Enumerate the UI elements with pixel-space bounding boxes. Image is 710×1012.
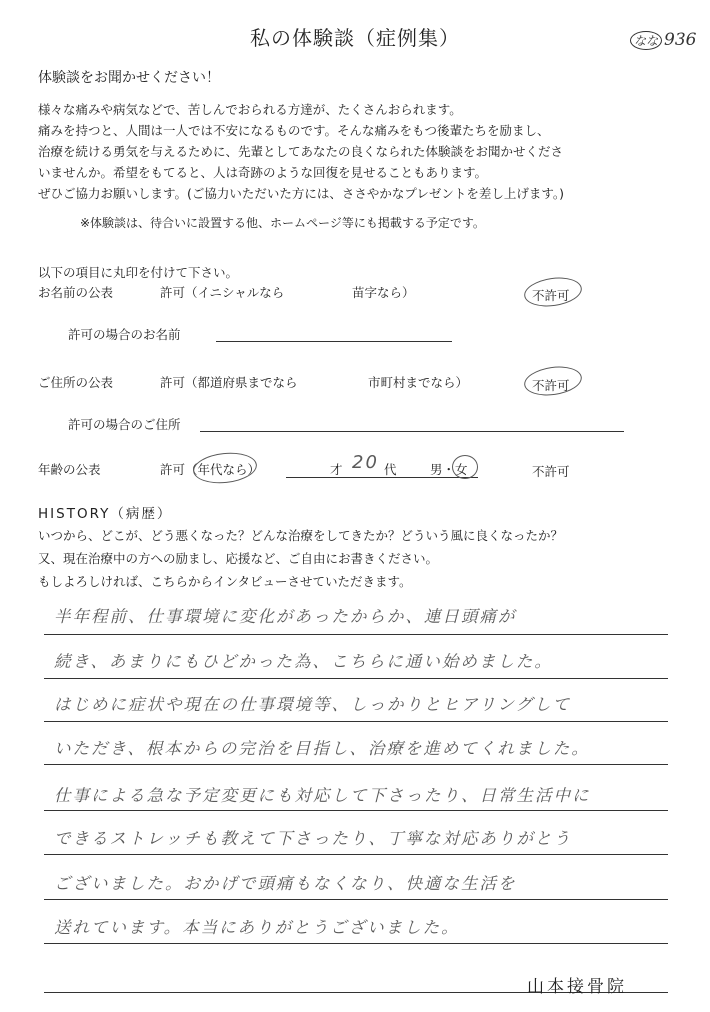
- address-disclosure-label: ご住所の公表: [38, 375, 114, 390]
- writing-line: [44, 810, 668, 811]
- age-dai-text: 代: [384, 462, 397, 477]
- stamp-number: 936: [664, 30, 697, 50]
- publication-note: ※体験談は、待合いに設置する他、ホームページ等にも掲載する予定です。: [80, 216, 485, 230]
- story-line: ございました。おかげで頭痛もなくなり、快適な生活を: [54, 874, 517, 893]
- age-sai-text: 才: [330, 462, 343, 477]
- address-permit-prefecture-option[interactable]: 許可（都道府県までなら: [160, 375, 298, 390]
- name-field-line[interactable]: [216, 341, 452, 342]
- name-field-label: 許可の場合のお名前: [68, 327, 181, 342]
- gender-options[interactable]: 男・女: [430, 462, 468, 477]
- clinic-name: 山本接骨院: [527, 977, 627, 997]
- intro-line: いませんか。希望をもてると、人は奇跡のような回復を見せることもあります。: [38, 165, 488, 180]
- name-permit-initials-option[interactable]: 許可（イニシャルなら: [160, 285, 285, 300]
- history-prompt-line: 又、現在治療中の方への励まし、応援など、ご自由にお書きください。: [38, 551, 439, 566]
- intro-line: 様々な痛みや病気などで、苦しんでおられる方達が、たくさんおられます。: [38, 102, 462, 117]
- stamp-circled-mark: なな: [630, 31, 662, 50]
- history-prompt-line: いつから、どこが、どう悪くなった？どんな治療をしてきたか？どういう風に良くなったか？: [38, 528, 564, 543]
- writing-line: [44, 678, 668, 679]
- gender-female-circle-mark: [452, 455, 478, 479]
- history-prompt-line: もしよろしければ、こちらからインタビューさせていただきます。: [38, 574, 412, 589]
- handwritten-stamp: [630, 30, 696, 50]
- writing-line: [44, 943, 668, 944]
- intro-line: ぜひご協力お願いします。(ご協力いただいた方には、ささやかなプレゼントを差し上げます。): [38, 186, 565, 201]
- history-title: HISTORY（病歴）: [38, 506, 173, 522]
- story-line: はじめに症状や現在の仕事環境等、しっかりとヒアリングして: [54, 695, 572, 714]
- writing-line: [44, 854, 668, 855]
- form-title: 私の体験談（症例集）: [250, 26, 460, 50]
- address-deny-option[interactable]: 不許可: [532, 378, 570, 393]
- writing-line: [44, 764, 668, 765]
- instruction-text: 以下の項目に丸印を付けて下さい。: [38, 265, 239, 280]
- name-deny-circle-mark: [522, 274, 583, 310]
- story-line: 仕事による急な予定変更にも対応して下さったり、日常生活中に: [54, 786, 591, 805]
- address-field-label: 許可の場合のご住所: [68, 417, 181, 432]
- story-line: 続き、あまりにもひどかった為、こちらに通い始めました。: [54, 652, 553, 671]
- story-line: いただき、根本からの完治を目指し、治療を進めてくれました。: [54, 739, 590, 758]
- intro-line: 痛みを持つと、人間は一人では不安になるものです。そんな痛みをもつ後輩たちを励まし、: [38, 123, 550, 138]
- age-permit-option[interactable]: 許可（年代なら）: [160, 462, 261, 477]
- name-deny-option[interactable]: 不許可: [532, 288, 570, 303]
- address-permit-city-option[interactable]: 市町村までなら）: [368, 375, 469, 390]
- story-line: できるストレッチも教えて下さったり、丁寧な対応ありがとう: [54, 829, 572, 848]
- address-field-line[interactable]: [200, 431, 624, 432]
- age-permit-circle-mark: [192, 450, 259, 487]
- age-value: 20: [352, 452, 379, 473]
- story-line: 送れています。本当にありがとうございました。: [54, 918, 460, 937]
- age-disclosure-label: 年齢の公表: [38, 462, 101, 477]
- name-disclosure-label: お名前の公表: [38, 285, 114, 300]
- name-permit-surname-option[interactable]: 苗字なら）: [352, 285, 415, 300]
- age-deny-option[interactable]: 不許可: [532, 464, 570, 479]
- story-line: 半年程前、仕事環境に変化があったからか、連日頭痛が: [54, 607, 517, 626]
- writing-line: [44, 899, 668, 900]
- writing-line: [44, 634, 668, 635]
- writing-line: [44, 721, 668, 722]
- intro-line: 治療を続ける勇気を与えるために、先輩としてあなたの良くなられた体験談をお聞かせくださ: [38, 144, 564, 159]
- request-heading: 体験談をお聞かせください！: [38, 70, 220, 86]
